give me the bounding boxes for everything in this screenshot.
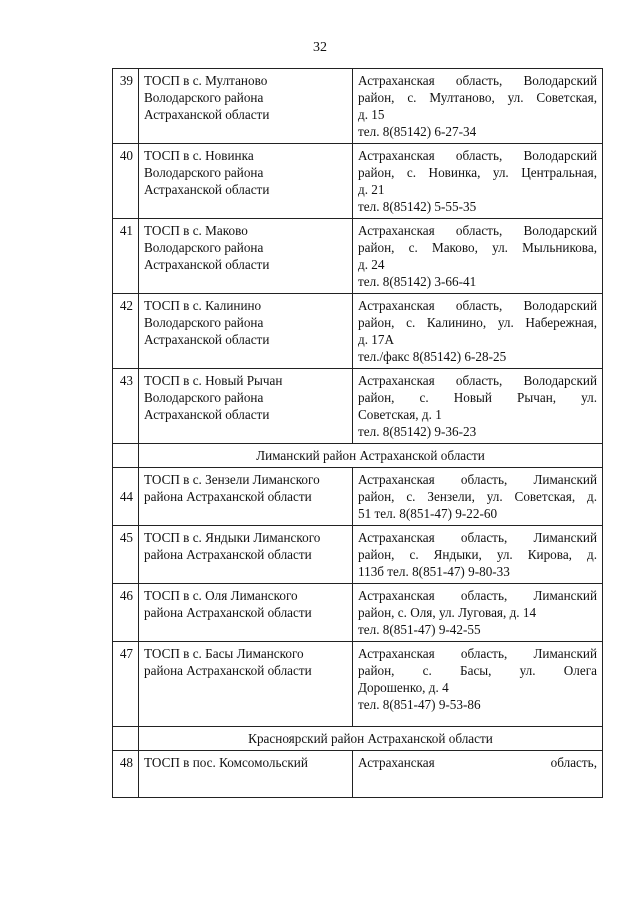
row-number: 39: [113, 69, 139, 144]
office-address: [353, 219, 603, 294]
address-line: район, с. Басы, ул. Олега: [358, 663, 597, 678]
table-row: [113, 526, 603, 584]
row-number: 42: [113, 294, 139, 369]
office-address: [353, 468, 603, 526]
row-number: 45: [113, 526, 139, 584]
section-row: [113, 727, 603, 751]
office-address: [353, 642, 603, 727]
address-line: тел. 8(851-47) 9-53-86: [358, 697, 481, 712]
office-address: [353, 526, 603, 584]
office-name: ТОСП в с. Новый Рычан Володарского района Астраханской области: [139, 369, 353, 444]
address-line: тел. 8(85142) 6-27-34: [358, 124, 477, 139]
office-name: ТОСП в с. Оля Лиманского района Астраханской области: [139, 584, 353, 642]
office-address: [353, 751, 603, 798]
office-address: [353, 369, 603, 444]
table-row: [113, 219, 603, 294]
section-row: [113, 444, 603, 468]
office-name: ТОСП в с. Яндыки Лиманского района Астраханской области: [139, 526, 353, 584]
address-line: 113б тел. 8(851-47) 9-80-33: [358, 564, 510, 579]
address-line: тел. 8(85142) 5-55-35: [358, 199, 477, 214]
address-line: Астраханская область, Володарский: [358, 373, 597, 388]
table-row: [113, 751, 603, 798]
table-row: [113, 584, 603, 642]
address-line: тел. 8(85142) 9-36-23: [358, 424, 477, 439]
address-line: Советская, д. 1: [358, 407, 442, 422]
address-line: Астраханская область, Володарский: [358, 223, 597, 238]
address-line: тел./факс 8(85142) 6-28-25: [358, 349, 507, 364]
table-row: [113, 468, 603, 526]
table-row: [113, 642, 603, 727]
offices-table: [112, 68, 603, 798]
row-number: 40: [113, 144, 139, 219]
office-address: [353, 69, 603, 144]
section-title: Красноярский район Астраханской области: [139, 727, 603, 751]
address-line: район, с. Новый Рычан, ул.: [358, 390, 597, 405]
row-number: 44: [113, 468, 139, 526]
address-line: д. 24: [358, 257, 385, 272]
section-title: Лиманский район Астраханской области: [139, 444, 603, 468]
address-line: Астраханская область, Володарский: [358, 298, 597, 313]
address-line: д. 15: [358, 107, 385, 122]
address-line: Астраханская область, Лиманский: [358, 646, 597, 661]
address-line: район, с. Маково, ул. Мыльникова,: [358, 240, 597, 255]
table-row: [113, 69, 603, 144]
table-row: [113, 144, 603, 219]
address-line: район, с. Оля, ул. Луговая, д. 14: [358, 605, 537, 620]
office-name: ТОСП в с. Зензели Лиманского района Астраханской области: [139, 468, 353, 526]
address-line: д. 21: [358, 182, 385, 197]
office-name: ТОСП в пос. Комсомольский: [139, 751, 353, 798]
table-row: [113, 294, 603, 369]
address-line: район, с. Зензели, ул. Советская, д.: [358, 489, 597, 504]
office-name: ТОСП в с. Маково Володарского района Астраханской области: [139, 219, 353, 294]
page-number: 32: [313, 40, 327, 55]
office-name: ТОСП в с. Мултаново Володарского района Астраханской области: [139, 69, 353, 144]
office-address: [353, 144, 603, 219]
row-number: 47: [113, 642, 139, 727]
row-number: 41: [113, 219, 139, 294]
address-line: тел. 8(851-47) 9-42-55: [358, 622, 481, 637]
office-name: ТОСП в с. Калинино Володарского района Астраханской области: [139, 294, 353, 369]
section-number-cell: [113, 727, 139, 751]
office-name: ТОСП в с. Басы Лиманского района Астраханской области: [139, 642, 353, 727]
office-address: [353, 294, 603, 369]
office-address: [353, 584, 603, 642]
row-number: 48: [113, 751, 139, 798]
row-number: 43: [113, 369, 139, 444]
address-line: Астраханская область, Лиманский: [358, 472, 597, 487]
address-line: Дорошенко, д. 4: [358, 680, 449, 695]
address-line: район, с. Яндыки, ул. Кирова, д.: [358, 547, 597, 562]
address-line: Астраханская область, Лиманский: [358, 530, 597, 545]
address-line: район, с. Калинино, ул. Набережная,: [358, 315, 597, 330]
address-line: Астраханская область, Володарский: [358, 73, 597, 88]
office-name: ТОСП в с. Новинка Володарского района Астраханской области: [139, 144, 353, 219]
address-line: Астраханская область, Лиманский: [358, 588, 597, 603]
address-line: район, с. Новинка, ул. Центральная,: [358, 165, 597, 180]
address-line: тел. 8(85142) 3-66-41: [358, 274, 477, 289]
address-line: Астраханская область,: [358, 755, 597, 770]
address-line: 51 тел. 8(851-47) 9-22-60: [358, 506, 498, 521]
section-number-cell: [113, 444, 139, 468]
address-line: район, с. Мултаново, ул. Советская,: [358, 90, 597, 105]
address-line: Астраханская область, Володарский: [358, 148, 597, 163]
table-row: [113, 369, 603, 444]
address-line: д. 17А: [358, 332, 395, 347]
row-number: 46: [113, 584, 139, 642]
